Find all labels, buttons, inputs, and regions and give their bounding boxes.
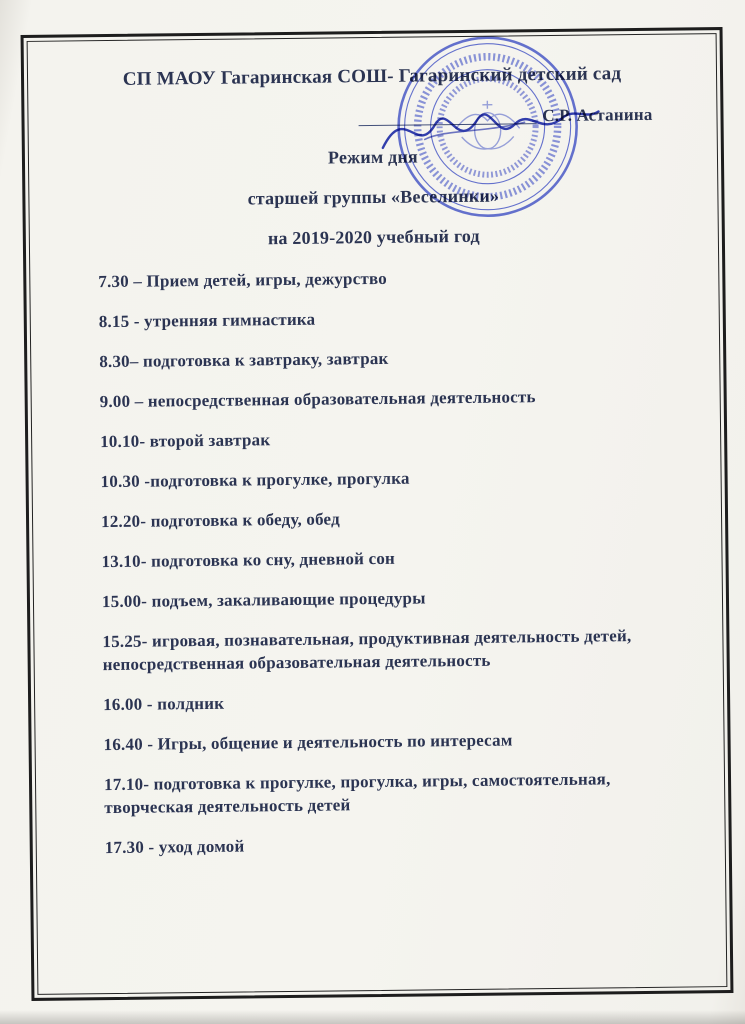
schedule-item: 15.00- подъем, закаливающие процедуры — [101, 588, 426, 612]
schedule-item: 10.30 -подготовка к прогулке, прогулка — [100, 468, 410, 492]
page-inner-frame — [27, 33, 728, 995]
signature-row — [28, 102, 652, 133]
schedule-item: 7.30 – Прием детей, игры, дежурство — [98, 268, 387, 292]
schedule-item: 17.30 - уход домой — [104, 836, 245, 858]
schedule-list — [98, 264, 651, 859]
signature-line — [358, 122, 536, 126]
schedule-item: 12.20- подготовка к обеду, обед — [100, 509, 340, 532]
doc-title-line-1: Режим дня — [327, 146, 419, 168]
doc-title-line-2: старшей группы «Веселинки» — [247, 185, 500, 209]
page-frame — [21, 27, 734, 1001]
schedule-item: 10.10- второй завтрак — [100, 430, 271, 452]
schedule-item: 9.00 – непосредственная образовательная деятельность — [99, 387, 536, 412]
document-header: СП МАОУ Гагаринская СОШ- Гагаринский детский сад — [122, 63, 622, 90]
schedule-item: 17.10- подготовка к прогулке, прогулка, игры, самостоятельная, творческая деятельность детей — [103, 769, 611, 818]
schedule-item: 13.10- подготовка ко сну, дневной сон — [101, 548, 396, 572]
signatory-name: С.Р. Астанина — [542, 104, 653, 126]
schedule-item: 8.15 - утренняя гимнастика — [98, 309, 316, 332]
schedule-item: 16.40 - Игры, общение и деятельность по интересам — [103, 730, 513, 755]
schedule-item: 16.00 - полдник — [103, 693, 225, 715]
doc-title-line-3: на 2019-2020 учебный год — [267, 225, 480, 249]
title-block — [29, 141, 718, 253]
schedule-item: 8.30– подготовка к завтраку, завтрак — [99, 348, 389, 372]
document-content — [28, 34, 727, 994]
schedule-item: 15.25- игровая, познавательная, продуктивная деятельность детей, непосредственная образовательная деятельность — [102, 626, 632, 675]
